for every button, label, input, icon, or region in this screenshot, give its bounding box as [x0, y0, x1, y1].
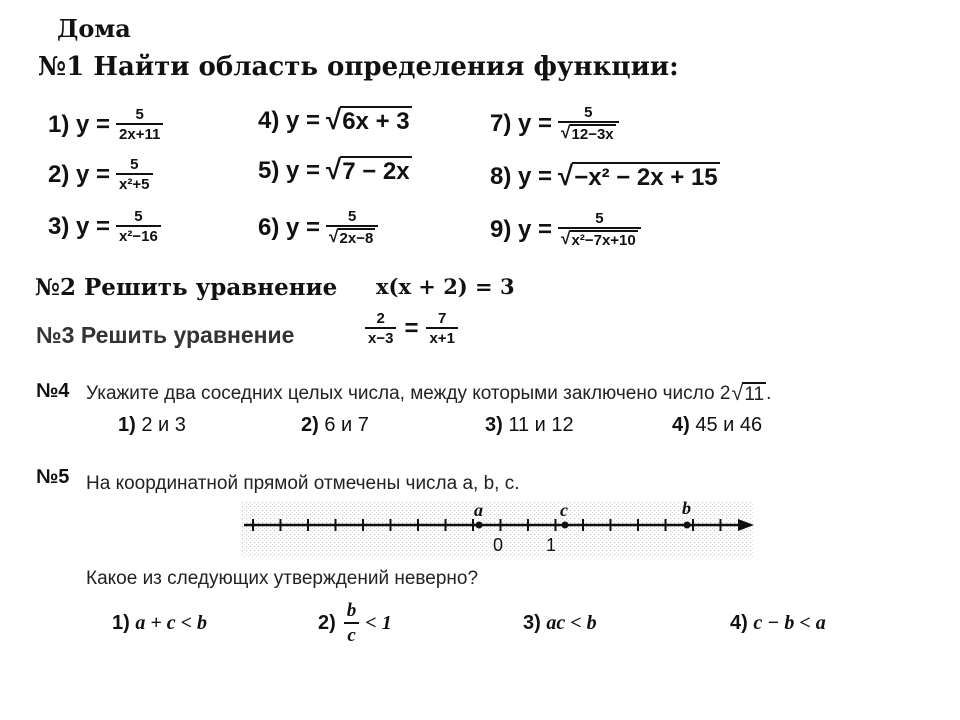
radicand: 7 − 2х — [342, 158, 410, 185]
radical-sign-icon: √ — [326, 104, 342, 135]
fraction-denominator: х+1 — [426, 327, 457, 347]
fraction — [116, 156, 152, 194]
fraction-denominator: c — [344, 622, 358, 647]
radical-sign-icon: √ — [326, 154, 342, 185]
task1-item-6 — [258, 208, 378, 248]
task1-item-8 — [490, 162, 720, 192]
label-b: b — [682, 498, 691, 518]
task2-label: №2 Решить уравнение — [35, 274, 338, 301]
task4-question-text: Укажите два соседних целых числа, между которыми заключено число 2 — [86, 383, 731, 404]
task5-option-1 — [112, 612, 207, 635]
label-c: c — [560, 500, 568, 520]
fraction-numerator: 5 — [348, 208, 357, 225]
radicand: 12−3х — [571, 126, 614, 144]
option-number: 3) — [523, 612, 541, 634]
fraction-denominator: х²−16 — [116, 225, 161, 245]
square-root — [731, 382, 766, 406]
square-root — [329, 228, 375, 247]
option-text: c − b < a — [753, 612, 826, 634]
radicand: х²−7х+10 — [571, 232, 636, 250]
fraction-numerator: b — [346, 600, 357, 621]
label-a: a — [474, 500, 483, 520]
task5-tag: №5 — [36, 466, 70, 488]
square-root — [558, 162, 720, 192]
task4-option-3 — [485, 414, 574, 437]
option-number: 2) — [301, 414, 319, 436]
fraction — [558, 104, 619, 144]
task5-option-4 — [730, 612, 826, 635]
home-heading: Дома — [57, 14, 131, 43]
task4-option-4 — [672, 414, 762, 437]
fraction-numerator: 5 — [584, 104, 593, 121]
square-root — [561, 124, 616, 143]
option-text: 45 и 46 — [695, 414, 763, 436]
option-text: < 1 — [365, 611, 392, 634]
radical-sign-icon: √ — [561, 122, 571, 143]
option-text: 6 и 7 — [324, 414, 369, 436]
radical-sign-icon: √ — [558, 160, 574, 191]
item-label: 5) у = — [258, 157, 321, 184]
fraction-numerator: 5 — [595, 210, 604, 227]
task1-item-5 — [258, 156, 412, 186]
item-label: 6) у = — [258, 213, 321, 241]
number-line — [238, 498, 764, 564]
option-number: 4) — [730, 612, 748, 634]
task1-item-4 — [258, 106, 412, 136]
fraction-denominator: 2х+11 — [116, 123, 163, 143]
fraction — [116, 106, 163, 144]
task2-equation: х(х + 2) = 3 — [376, 274, 515, 299]
task4-option-2 — [301, 414, 369, 437]
option-number: 2) — [318, 611, 336, 634]
item-label: 2) у = — [48, 160, 111, 188]
radicand: 2х−8 — [339, 230, 374, 248]
task4-option-1 — [118, 414, 186, 437]
fraction-denominator: х−3 — [365, 327, 396, 347]
radical-sign-icon: √ — [561, 228, 571, 249]
fraction-numerator: 2 — [376, 310, 385, 327]
task1-item-9 — [490, 210, 641, 250]
radical-sign-icon: √ — [329, 226, 339, 247]
option-text: ac < b — [546, 612, 597, 634]
fraction-numerator: 7 — [438, 310, 447, 327]
task3-equation — [365, 310, 458, 348]
task1-item-1 — [48, 106, 163, 144]
point-c — [562, 522, 569, 529]
square-root — [326, 106, 412, 136]
radicand: 11 — [744, 384, 765, 405]
task1-title: №1 Найти область определения функции: — [38, 52, 679, 82]
item-label: 3) у = — [48, 212, 111, 240]
point-b — [684, 522, 691, 529]
point-a — [476, 522, 483, 529]
option-number: 1) — [118, 414, 136, 436]
task5-question: На координатной прямой отмечены числа a, b, c. — [86, 473, 520, 494]
fraction-numerator: 5 — [130, 156, 139, 173]
equals-sign: = — [404, 314, 419, 342]
fraction — [426, 310, 457, 348]
task1-item-3 — [48, 208, 161, 246]
fraction — [558, 210, 641, 250]
fraction-numerator: 5 — [135, 106, 144, 123]
fraction-denominator — [558, 227, 641, 249]
task5-question2: Какое из следующих утверждений неверно? — [86, 568, 479, 589]
task4-question — [86, 382, 771, 406]
radical-sign-icon: √ — [731, 380, 744, 405]
option-number: 3) — [485, 414, 503, 436]
task3-label: №3 Решить уравнение — [36, 322, 295, 348]
task5-option-3 — [523, 612, 597, 635]
task1-item-2 — [48, 156, 153, 194]
option-text: 2 и 3 — [141, 414, 186, 436]
square-root — [561, 230, 638, 249]
radicand: 6х + 3 — [342, 108, 410, 135]
option-text: a + c < b — [135, 612, 208, 634]
option-number: 4) — [672, 414, 690, 436]
fraction — [116, 208, 161, 246]
fraction-denominator — [326, 225, 378, 247]
square-root — [326, 156, 412, 186]
task4-question-end: . — [766, 383, 772, 404]
task1-item-7 — [490, 104, 619, 144]
radicand: −х² − 2х + 15 — [574, 164, 718, 191]
fraction — [326, 208, 378, 248]
fraction — [365, 310, 396, 348]
item-label: 7) у = — [490, 109, 553, 137]
label-zero: 0 — [493, 535, 504, 555]
task4-tag: №4 — [36, 380, 70, 402]
item-label: 8) у = — [490, 163, 553, 190]
fraction-denominator — [558, 121, 619, 143]
item-label: 1) у = — [48, 110, 111, 138]
fraction-numerator: 5 — [134, 208, 143, 225]
item-label: 4) у = — [258, 107, 321, 134]
option-number: 1) — [112, 612, 130, 634]
item-label: 9) у = — [490, 215, 553, 243]
option-text: 11 и 12 — [508, 414, 574, 436]
task5-option-2 — [318, 600, 392, 647]
label-one: 1 — [546, 535, 557, 555]
fraction — [344, 600, 360, 647]
fraction-denominator: х²+5 — [116, 173, 152, 193]
